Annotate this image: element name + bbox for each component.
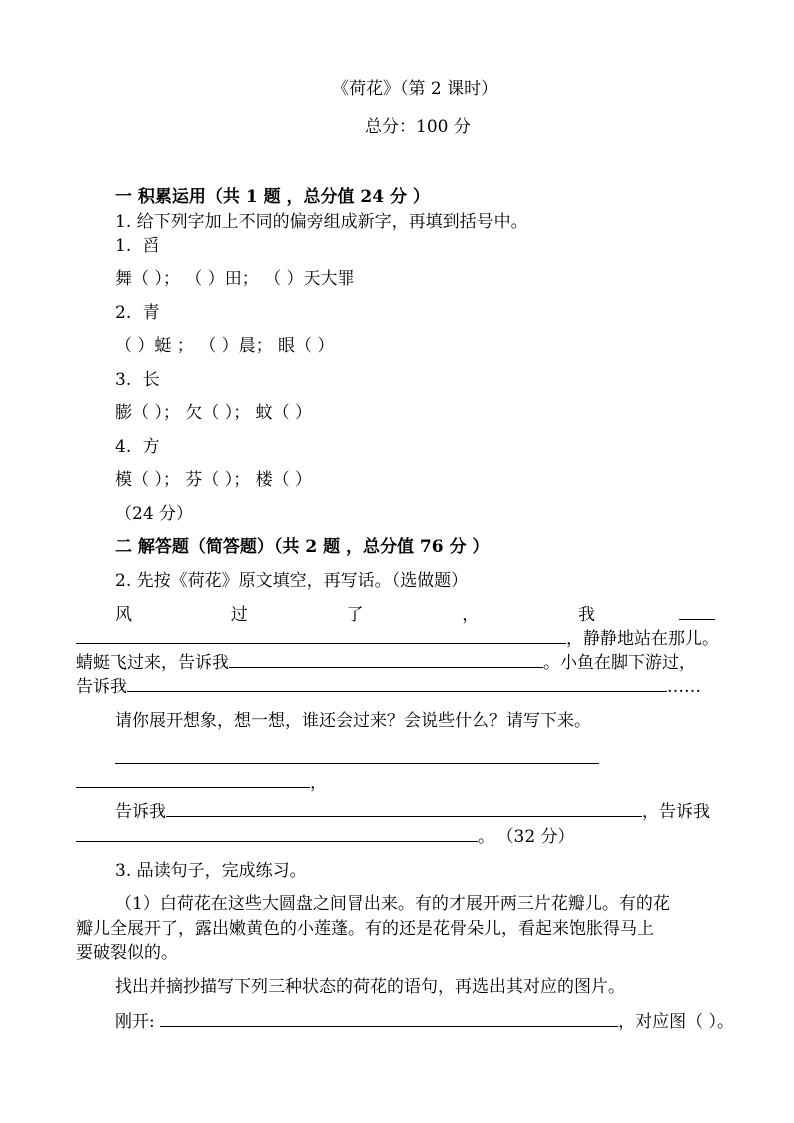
item-char: 方 xyxy=(142,437,160,457)
line3-end: 。小鱼在脚下游过， xyxy=(543,653,696,673)
q2-instruction: 2. 先按《荷花》原文填空，再写话。（选做题） xyxy=(115,571,469,591)
answer-blank[interactable] xyxy=(166,801,642,817)
answer-blank[interactable] xyxy=(76,772,310,788)
tell-me-a: 告诉我 xyxy=(115,802,166,822)
item3-header xyxy=(115,369,160,391)
answer-blank[interactable] xyxy=(127,676,667,692)
answer-blank[interactable] xyxy=(76,826,478,842)
q3-instruction: 3. 品读句子，完成练习。 xyxy=(115,861,307,881)
section1-heading: 一 积累运用（共 1 题 ，总分值 24 分 ） xyxy=(115,187,430,207)
comma: ， xyxy=(310,773,327,793)
q2-writing-line4 xyxy=(76,826,575,848)
item4-fill-line[interactable]: 模（ ）； 芬（ ）； 楼（ ） xyxy=(115,470,313,490)
q2-writing-line1 xyxy=(115,748,599,770)
spread-word: 风 xyxy=(115,605,132,625)
q2-spread-line xyxy=(115,604,715,626)
spread-word: 了 xyxy=(346,605,364,625)
answer-blank[interactable] xyxy=(115,748,599,764)
q3-just-open-line xyxy=(115,1011,734,1033)
q2-line4 xyxy=(76,676,701,698)
q1-instruction: 1. 给下列字加上不同的偏旁组成新字，再填到括号中。 xyxy=(115,212,528,232)
item3-fill-line[interactable]: 膨（ ）； 欠（ ）； 蚊（ ） xyxy=(115,403,313,423)
q2-writing-line2 xyxy=(76,772,327,794)
answer-blank[interactable] xyxy=(160,1011,618,1027)
line4-start: 告诉我 xyxy=(76,677,127,697)
q3-passage-line2: 瓣儿全展开了，露出嫩黄色的小莲蓬。有的还是花骨朵儿，看起来饱胀得马上 xyxy=(76,919,654,939)
line3-start: 蜻蜓飞过来，告诉我 xyxy=(76,653,229,673)
item-char: 长 xyxy=(142,370,160,390)
line2-end: ，静静地站在那儿。 xyxy=(566,629,719,649)
spread-word: 过 xyxy=(230,605,248,625)
item-char: 舀 xyxy=(142,236,160,256)
total-score: 总分：100 分 xyxy=(365,117,471,137)
q3-passage-line3: 要破裂似的。 xyxy=(76,943,178,963)
item-number: 3. xyxy=(115,370,132,390)
item-number: 4. xyxy=(115,437,132,457)
q2-line2 xyxy=(76,628,719,650)
section2-heading: 二 解答题（简答题）（共 2 题 ，总分值 76 分 ） xyxy=(115,537,490,557)
item4-header xyxy=(115,436,160,458)
spread-word: 我 xyxy=(578,605,595,625)
page-title: 《荷花》（第 2 课时） xyxy=(332,79,499,99)
just-open-end: ，对应图（ ）。 xyxy=(618,1012,735,1032)
q2-writing-line3 xyxy=(115,801,710,823)
line4-end: …… xyxy=(667,677,701,697)
q2-prompt: 请你展开想象，想一想，谁还会过来？会说些什么？请写下来。 xyxy=(115,711,591,731)
item1-fill-line[interactable]: 舞（ ）； （ ）田； （ ）天大罪 xyxy=(115,269,355,289)
answer-blank[interactable] xyxy=(76,628,566,644)
item1-header xyxy=(115,235,160,257)
item-char: 青 xyxy=(142,303,160,323)
item-number: 2. xyxy=(115,303,132,323)
tell-me-b: ，告诉我 xyxy=(642,802,710,822)
q3-passage-line1: （1）白荷花在这些大圆盘之间冒出来。有的才展开两三片花瓣儿。有的花 xyxy=(115,894,670,914)
period: 。 xyxy=(478,827,495,847)
answer-blank[interactable] xyxy=(679,604,715,620)
item-number: 1. xyxy=(115,236,132,256)
answer-blank[interactable] xyxy=(229,652,543,668)
q2-line3 xyxy=(76,652,696,674)
q2-points: （32 分） xyxy=(505,827,575,847)
q3-task: 找出并摘抄描写下列三种状态的荷花的语句，再选出其对应的图片。 xyxy=(115,977,625,997)
spread-word: ， xyxy=(462,605,480,625)
item2-header xyxy=(115,302,160,324)
item2-fill-line[interactable]: （ ）蜓 ； （ ）晨； 眼（ ） xyxy=(115,336,335,356)
just-open-label: 刚开: xyxy=(115,1012,155,1032)
section1-points: （24 分） xyxy=(115,504,194,524)
